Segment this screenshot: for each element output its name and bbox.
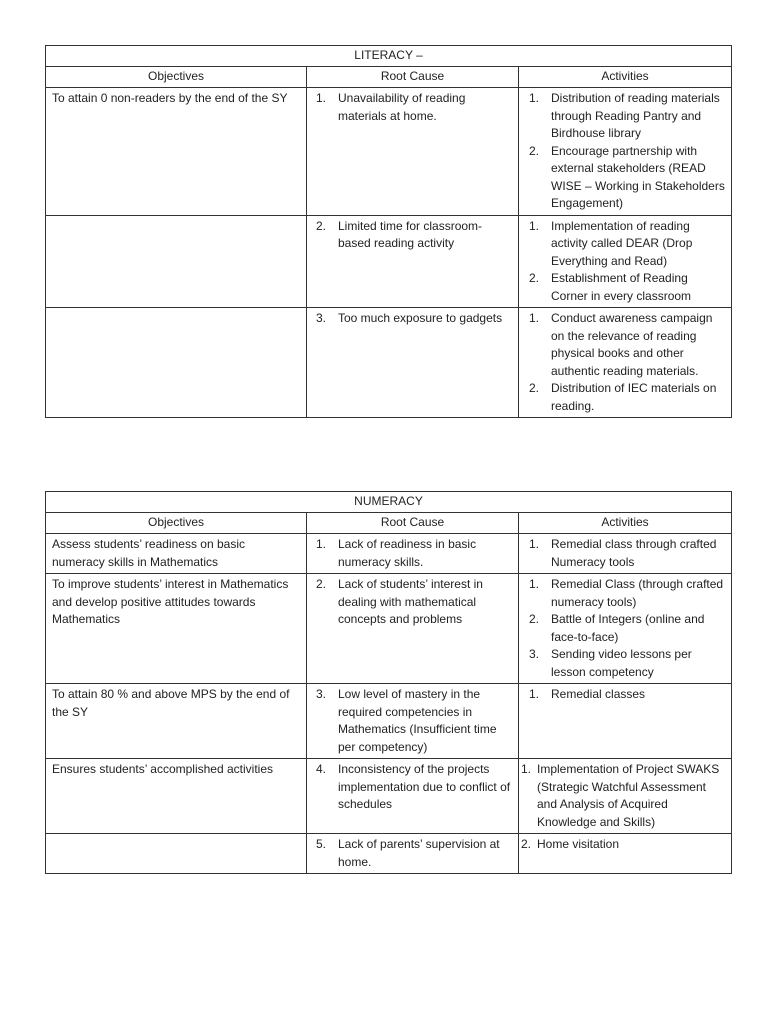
table-row — [46, 574, 732, 684]
item-number: 5. — [316, 837, 327, 851]
numeracy-header-objectives: Objectives — [46, 513, 307, 534]
item-number: 1. — [529, 537, 540, 551]
item-number: 1. — [529, 218, 540, 233]
literacy-title: LITERACY – — [46, 46, 732, 67]
list-item — [529, 90, 725, 143]
item-text: Inconsistency of the projects implementation due to conflict of schedules — [338, 762, 511, 811]
numeracy-header-root-cause: Root Cause — [307, 513, 519, 534]
item-text: Remedial classes — [551, 687, 646, 701]
list-item — [529, 310, 725, 380]
list-item — [316, 576, 512, 629]
root-cause-cell — [307, 684, 519, 759]
activities-cell — [519, 684, 732, 759]
root-cause-cell — [307, 759, 519, 834]
item-number: 2. — [316, 218, 327, 233]
list-item — [316, 536, 512, 571]
list-item — [529, 380, 725, 415]
objective-cell: Assess students’ readiness on basic numeracy skills in Mathematics — [46, 534, 307, 574]
item-number: 2. — [529, 143, 540, 158]
item-text: Sending video lessons per lesson competency — [551, 647, 692, 679]
item-number: 3. — [316, 687, 327, 701]
activities-cell — [519, 88, 732, 216]
root-cause-cell — [307, 215, 519, 308]
list-item — [529, 646, 725, 681]
objective-cell: To attain 0 non-readers by the end of the SY — [46, 88, 307, 216]
item-text: Battle of Integers (online and face-to-face) — [551, 612, 705, 644]
item-text: Home visitation — [537, 837, 620, 851]
item-number: 2. — [529, 381, 540, 395]
item-number: 1. — [316, 91, 327, 105]
item-text: Encourage partnership with external stakeholders (READ WISE – Working in Stakeholders Engagement) — [551, 143, 725, 210]
item-number: 1. — [529, 311, 540, 325]
item-number: 2. — [529, 271, 540, 285]
activities-cell — [519, 215, 732, 308]
list-item — [529, 576, 725, 611]
item-text: Lack of readiness in basic numeracy skills. — [338, 537, 477, 569]
list-item — [316, 90, 512, 125]
item-text: Remedial class through crafted Numeracy tools — [551, 537, 717, 569]
objective-cell: Ensures students’ accomplished activities — [46, 759, 307, 834]
table-row — [46, 215, 732, 308]
table-row — [46, 308, 732, 418]
item-number: 2. — [521, 837, 532, 851]
item-number: 1. — [529, 687, 540, 701]
item-number: 2. — [316, 577, 327, 591]
item-text: Distribution of IEC materials on reading. — [551, 381, 717, 413]
objective-cell — [46, 215, 307, 308]
literacy-table — [45, 45, 732, 418]
item-number: 4. — [316, 762, 327, 776]
item-number: 3. — [316, 311, 327, 325]
objective-cell — [46, 308, 307, 418]
list-item — [316, 310, 512, 328]
list-item — [316, 836, 512, 871]
activities-cell — [519, 759, 732, 834]
numeracy-title: NUMERACY — [46, 492, 732, 513]
activities-cell — [519, 534, 732, 574]
root-cause-cell — [307, 88, 519, 216]
list-item — [529, 686, 725, 704]
list-item — [529, 143, 725, 213]
list-item — [316, 218, 512, 253]
item-text: Remedial Class (through crafted numeracy tools) — [551, 577, 724, 609]
item-text: Unavailability of reading materials at home. — [338, 91, 466, 123]
table-row — [46, 834, 732, 874]
activities-cell — [519, 308, 732, 418]
root-cause-cell — [307, 834, 519, 874]
item-number: 1. — [316, 537, 327, 551]
list-item — [529, 536, 725, 571]
activities-cell — [519, 574, 732, 684]
item-text: Distribution of reading materials through Reading Pantry and Birdhouse library — [551, 91, 720, 140]
item-text: Low level of mastery in the required competencies in Mathematics (Insufficient time per competency) — [338, 687, 497, 754]
table-row — [46, 759, 732, 834]
list-item — [529, 270, 725, 305]
item-text: Implementation of Project SWAKS (Strategic Watchful Assessment and Analysis of Acquired Knowledge and Skills) — [537, 762, 720, 829]
table-row — [46, 534, 732, 574]
numeracy-table — [45, 491, 732, 874]
list-item — [316, 761, 512, 814]
list-item — [529, 218, 725, 271]
item-text: Too much exposure to gadgets — [338, 311, 503, 325]
list-item — [521, 836, 725, 854]
item-text: Limited time for classroom-based reading activity — [338, 218, 483, 250]
literacy-header-activities: Activities — [519, 67, 732, 88]
item-number: 2. — [529, 612, 540, 626]
item-text: Lack of students’ interest in dealing with mathematical concepts and problems — [338, 577, 483, 626]
objective-cell: To attain 80 % and above MPS by the end of the SY — [46, 684, 307, 759]
list-item — [316, 686, 512, 756]
item-number: 3. — [529, 647, 540, 661]
list-item — [529, 611, 725, 646]
item-text: Lack of parents’ supervision at home. — [338, 837, 500, 869]
root-cause-cell — [307, 574, 519, 684]
item-text: Implementation of reading activity called DEAR (Drop Everything and Read) — [551, 218, 693, 268]
objective-cell — [46, 834, 307, 874]
root-cause-cell — [307, 308, 519, 418]
literacy-header-objectives: Objectives — [46, 67, 307, 88]
numeracy-header-activities: Activities — [519, 513, 732, 534]
root-cause-cell — [307, 534, 519, 574]
activities-cell — [519, 834, 732, 874]
list-item — [521, 761, 725, 831]
objective-cell: To improve students’ interest in Mathematics and develop positive attitudes towards Mathematics — [46, 574, 307, 684]
item-number: 1. — [529, 91, 540, 105]
table-row — [46, 88, 732, 216]
literacy-header-root-cause: Root Cause — [307, 67, 519, 88]
item-text: Conduct awareness campaign on the relevance of reading physical books and other authentic reading materials. — [551, 311, 713, 378]
item-number: 1. — [529, 577, 540, 591]
item-number: 1. — [521, 762, 532, 776]
table-row — [46, 684, 732, 759]
item-text: Establishment of Reading Corner in every classroom — [551, 271, 692, 303]
